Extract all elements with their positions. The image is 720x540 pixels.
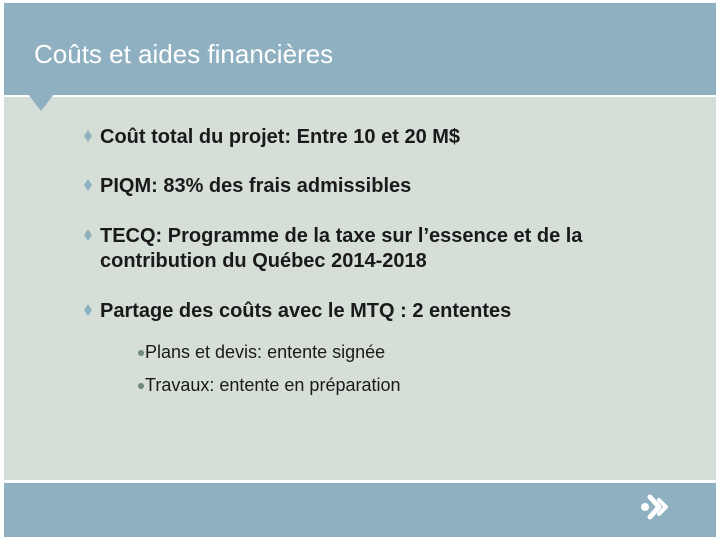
sub-bullet-item [145,342,385,363]
bullet-item [100,174,680,199]
title-pointer [28,94,54,111]
bullet-item [100,299,680,324]
content-area [4,97,716,480]
sub-bullet-text: Plans et devis: entente signée [145,342,386,362]
diamond-icon [84,130,92,142]
bullet-text: Coût total du projet: Entre 10 et 20 M$ [100,126,461,148]
slide-title: Coûts et aides financières [34,39,334,69]
bullet-item [100,125,680,150]
dot-icon [138,350,144,356]
bullet-text: TECQ: Programme de la taxe sur l’essence et de la contribution du Québec 2014-2018 [100,225,583,272]
bullet-item [100,224,680,274]
diamond-icon [84,229,92,241]
diamond-icon [84,179,92,191]
sub-bullet-item [145,375,401,396]
bullet-text: PIQM: 83% des frais admissibles [100,175,412,197]
dot-icon [138,383,144,389]
diamond-icon [84,304,92,316]
title-bar [4,3,716,95]
double-chevron-icon [636,490,670,524]
bullet-text: Partage des coûts avec le MTQ : 2 ententes [100,300,512,322]
footer-bar [4,483,716,537]
sub-bullet-text: Travaux: entente en préparation [145,375,401,395]
